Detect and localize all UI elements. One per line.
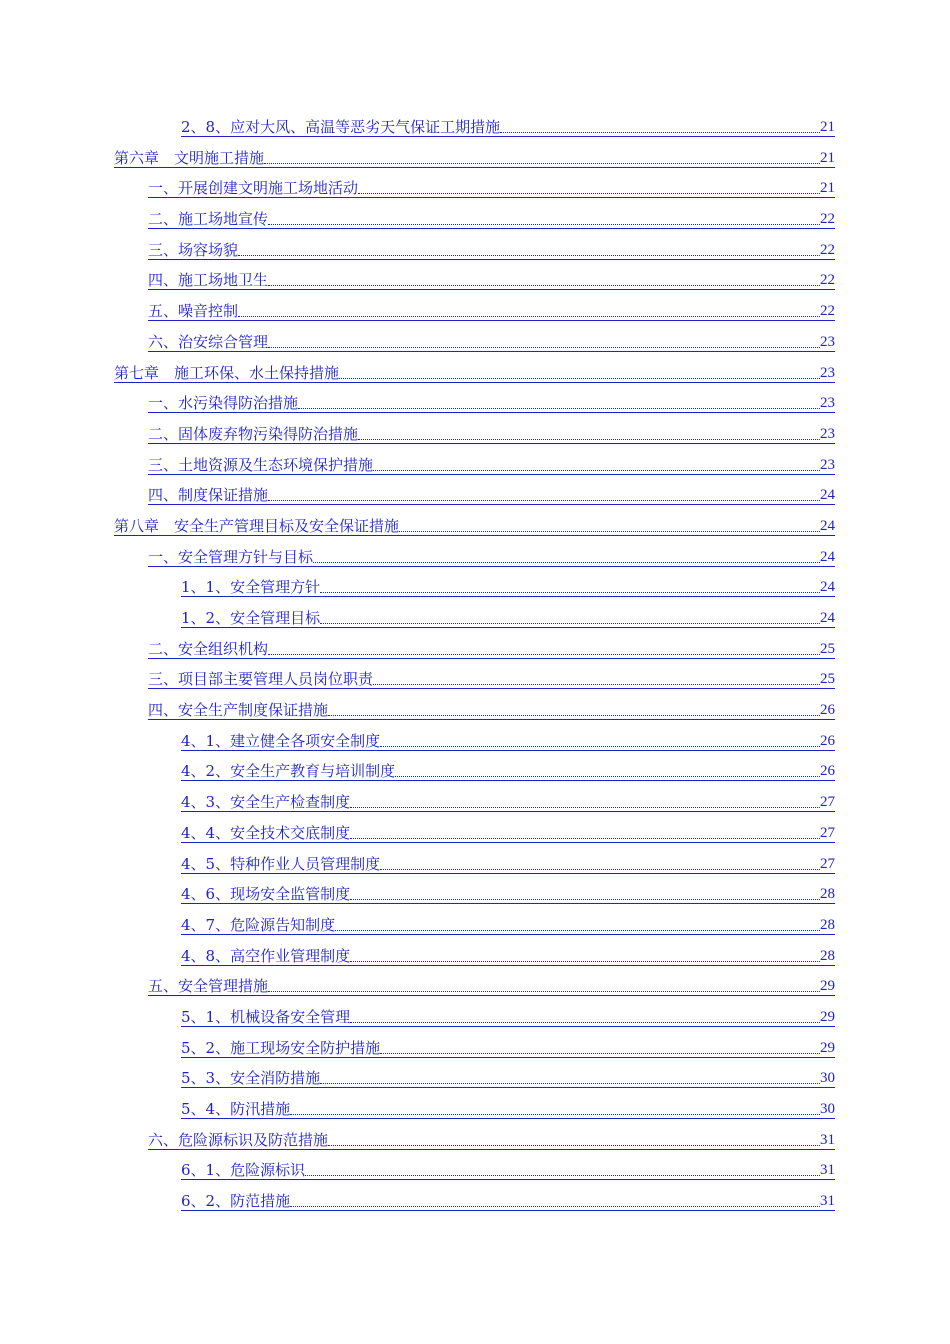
toc-dot-leader [358, 425, 820, 443]
toc-dot-leader [373, 670, 820, 688]
toc-entry-title: 五、噪音控制 [148, 302, 239, 321]
toc-entry[interactable] [0, 818, 950, 849]
toc-entry[interactable] [0, 235, 950, 266]
toc-entry-title: 5、2、施工现场安全防护措施 [181, 1038, 381, 1057]
toc-dot-leader [380, 732, 820, 750]
toc-entry-page-number: 29 [820, 1039, 835, 1056]
toc-entry[interactable] [0, 419, 950, 450]
toc-dot-leader [350, 1008, 820, 1026]
toc-entry-title: 4、3、安全生产检查制度 [181, 793, 351, 812]
toc-dot-leader [335, 916, 820, 934]
toc-entry[interactable] [0, 112, 950, 143]
toc-entry[interactable] [0, 143, 950, 174]
toc-entry[interactable] [0, 480, 950, 511]
toc-entry-page-number: 22 [820, 241, 835, 258]
toc-entry-row [148, 454, 835, 475]
toc-entry-title: 5、4、防汛措施 [181, 1100, 291, 1118]
toc-entry-row [148, 208, 835, 229]
toc-entry[interactable] [0, 173, 950, 204]
toc-dot-leader [298, 394, 820, 412]
toc-entry-row [148, 423, 835, 444]
toc-entry[interactable] [0, 204, 950, 235]
toc-entry-title: 一、安全管理方针与目标 [148, 547, 314, 566]
toc-entry-title: 4、7、危险源告知制度 [181, 915, 336, 934]
toc-entry-row [181, 730, 835, 751]
toc-entry-row [148, 331, 835, 352]
toc-dot-leader [238, 241, 820, 259]
toc-entry-page-number: 22 [820, 303, 835, 320]
toc-entry-page-number: 24 [820, 487, 835, 504]
toc-entry[interactable] [0, 542, 950, 573]
toc-dot-leader [268, 210, 820, 228]
toc-entry[interactable] [0, 327, 950, 358]
toc-entry[interactable] [0, 1094, 950, 1125]
toc-entry[interactable] [0, 296, 950, 327]
toc-entry-title: 一、水污染得防治措施 [148, 394, 299, 413]
toc-entry[interactable] [0, 358, 950, 389]
toc-dot-leader [350, 824, 820, 842]
toc-entry-row [114, 362, 835, 383]
toc-entry[interactable] [0, 1063, 950, 1094]
toc-entry-title: 三、场容场貌 [148, 240, 239, 259]
toc-dot-leader [264, 149, 820, 167]
toc-entry-page-number: 27 [820, 855, 835, 872]
toc-entry-page-number: 26 [820, 732, 835, 749]
toc-entry-page-number: 23 [820, 333, 835, 350]
toc-entry[interactable] [0, 572, 950, 603]
toc-entry-page-number: 26 [820, 763, 835, 780]
toc-entry-row [181, 576, 835, 597]
toc-entry-title: 5、1、机械设备安全管理 [181, 1007, 351, 1026]
toc-entry-title: 二、固体废弃物污染得防治措施 [148, 424, 359, 443]
toc-entry-page-number: 23 [820, 364, 835, 381]
toc-entry-row [181, 945, 835, 966]
toc-dot-leader [350, 793, 820, 811]
toc-entry-page-number: 25 [820, 640, 835, 657]
toc-dot-leader [358, 179, 820, 197]
toc-entry-page-number: 25 [820, 671, 835, 688]
toc-entry-title: 五、安全管理措施 [148, 977, 269, 996]
toc-entry[interactable] [0, 910, 950, 941]
toc-dot-leader [238, 302, 820, 320]
toc-entry[interactable] [0, 265, 950, 296]
toc-entry-row [148, 392, 835, 413]
toc-entry-row [114, 515, 835, 536]
toc-entry-row [181, 116, 835, 137]
toc-entry-title: 六、治安综合管理 [148, 332, 269, 351]
toc-entry-page-number: 23 [820, 425, 835, 442]
toc-entry[interactable] [0, 511, 950, 542]
toc-entry-row [181, 1006, 835, 1027]
toc-entry-page-number: 30 [820, 1070, 835, 1087]
toc-entry-title: 4、8、高空作业管理制度 [181, 946, 351, 965]
toc-dot-leader [320, 578, 820, 596]
toc-dot-leader [350, 885, 820, 903]
toc-entry-row [148, 269, 835, 290]
toc-entry-page-number: 22 [820, 272, 835, 289]
toc-dot-leader [320, 1069, 820, 1087]
toc-entry-title: 四、施工场地卫生 [148, 271, 269, 290]
toc-entry[interactable] [0, 1125, 950, 1156]
toc-entry-title: 4、6、现场安全监管制度 [181, 885, 351, 904]
toc-entry-page-number: 28 [820, 886, 835, 903]
toc-dot-leader [313, 548, 820, 566]
toc-entry[interactable] [0, 1002, 950, 1033]
toc-entry-row [148, 300, 835, 321]
toc-entry[interactable] [0, 941, 950, 972]
toc-entry-title: 六、危险源标识及防范措施 [148, 1130, 329, 1149]
toc-dot-leader [328, 701, 820, 719]
toc-entry-page-number: 31 [820, 1193, 835, 1210]
toc-entry-row [181, 760, 835, 781]
toc-dot-leader [350, 947, 820, 965]
toc-entry[interactable] [0, 603, 950, 634]
toc-entry-page-number: 31 [820, 1131, 835, 1148]
toc-dot-leader [373, 456, 820, 474]
toc-dot-leader [268, 271, 820, 289]
toc-entry-row [181, 1067, 835, 1088]
toc-entry[interactable] [0, 971, 950, 1002]
toc-entry-page-number: 21 [820, 119, 835, 135]
toc-entry-row [181, 914, 835, 935]
toc-dot-leader [268, 333, 820, 351]
toc-entry[interactable] [0, 756, 950, 787]
toc-dot-leader [320, 609, 820, 627]
toc-entry-row [181, 1190, 835, 1211]
toc-entry-title: 6、2、防范措施 [181, 1192, 291, 1211]
toc-entry-page-number: 21 [820, 180, 835, 197]
toc-entry-title: 1、1、安全管理方针 [181, 578, 321, 597]
toc-entry-page-number: 24 [820, 548, 835, 565]
toc-entry-title: 二、安全组织机构 [148, 639, 269, 658]
toc-entry-title: 四、制度保证措施 [148, 486, 269, 505]
toc-entry[interactable] [0, 849, 950, 880]
toc-entry[interactable] [0, 664, 950, 695]
toc-dot-leader [268, 640, 820, 658]
toc-entry[interactable] [0, 787, 950, 818]
toc-entry-row [148, 546, 835, 567]
toc-entry[interactable] [0, 388, 950, 419]
table-of-contents [0, 112, 950, 1217]
toc-entry[interactable] [0, 879, 950, 910]
toc-entry-title: 第六章 文明施工措施 [114, 148, 265, 167]
toc-entry-page-number: 21 [820, 149, 835, 166]
toc-entry[interactable] [0, 1186, 950, 1217]
toc-dot-leader [290, 1100, 820, 1118]
toc-entry-row [148, 975, 835, 996]
toc-entry-page-number: 22 [820, 211, 835, 228]
toc-entry-page-number: 23 [820, 395, 835, 412]
toc-entry-row [181, 1037, 835, 1058]
toc-dot-leader [399, 517, 820, 535]
toc-dot-leader [268, 486, 820, 504]
toc-dot-leader [290, 1192, 820, 1210]
toc-entry-row [181, 853, 835, 874]
toc-entry-page-number: 29 [820, 978, 835, 995]
toc-entry-page-number: 26 [820, 702, 835, 719]
toc-dot-leader [268, 977, 820, 995]
toc-entry-page-number: 31 [820, 1162, 835, 1179]
toc-dot-leader [395, 762, 820, 780]
toc-entry-row [148, 699, 835, 720]
toc-entry-title: 1、2、安全管理目标 [181, 609, 321, 627]
toc-entry-row [181, 1098, 835, 1119]
toc-entry-title: 第八章 安全生产管理目标及安全保证措施 [114, 516, 400, 535]
toc-entry[interactable] [0, 1155, 950, 1186]
toc-entry-page-number: 23 [820, 456, 835, 473]
toc-entry-title: 二、施工场地宣传 [148, 210, 269, 229]
toc-entry-page-number: 24 [820, 579, 835, 596]
toc-entry-row [181, 822, 835, 843]
toc-entry-page-number: 24 [820, 517, 835, 534]
toc-entry[interactable] [0, 634, 950, 665]
toc-entry[interactable] [0, 726, 950, 757]
toc-entry-row [181, 883, 835, 904]
toc-entry-title: 一、开展创建文明施工场地活动 [148, 179, 359, 198]
toc-entry[interactable] [0, 695, 950, 726]
toc-entry-row [148, 239, 835, 260]
toc-entry-page-number: 27 [820, 824, 835, 841]
toc-entry-page-number: 28 [820, 916, 835, 933]
toc-entry[interactable] [0, 450, 950, 481]
toc-entry-page-number: 24 [820, 610, 835, 626]
toc-entry-row [114, 147, 835, 168]
toc-entry-row [148, 668, 835, 689]
toc-entry-title: 6、1、危险源标识 [181, 1161, 306, 1180]
toc-dot-leader [500, 118, 820, 136]
toc-entry-title: 三、项目部主要管理人员岗位职责 [148, 670, 374, 689]
toc-dot-leader [339, 364, 820, 382]
toc-dot-leader [380, 855, 820, 873]
toc-dot-leader [380, 1039, 820, 1057]
toc-entry-title: 第七章 施工环保、水土保持措施 [114, 363, 340, 382]
toc-entry-page-number: 28 [820, 947, 835, 964]
toc-entry-title: 4、4、安全技术交底制度 [181, 823, 351, 842]
toc-entry-title: 四、安全生产制度保证措施 [148, 701, 329, 720]
toc-entry-row [148, 484, 835, 505]
toc-entry-row [148, 638, 835, 659]
toc-entry-row [181, 1159, 835, 1180]
toc-entry-title: 4、2、安全生产教育与培训制度 [181, 762, 396, 781]
toc-dot-leader [305, 1161, 820, 1179]
toc-entry-row [181, 791, 835, 812]
toc-entry[interactable] [0, 1033, 950, 1064]
toc-entry-title: 4、5、特种作业人员管理制度 [181, 854, 381, 873]
toc-entry-page-number: 27 [820, 794, 835, 811]
toc-entry-title: 2、8、应对大风、高温等恶劣天气保证工期措施 [181, 118, 501, 136]
toc-entry-title: 三、土地资源及生态环境保护措施 [148, 455, 374, 474]
toc-entry-page-number: 29 [820, 1008, 835, 1025]
toc-dot-leader [328, 1131, 820, 1149]
toc-entry-title: 5、3、安全消防措施 [181, 1069, 321, 1088]
toc-entry-row [181, 607, 835, 628]
toc-entry-title: 4、1、建立健全各项安全制度 [181, 731, 381, 750]
toc-entry-row [148, 177, 835, 198]
toc-entry-page-number: 30 [820, 1101, 835, 1117]
toc-entry-row [148, 1129, 835, 1150]
